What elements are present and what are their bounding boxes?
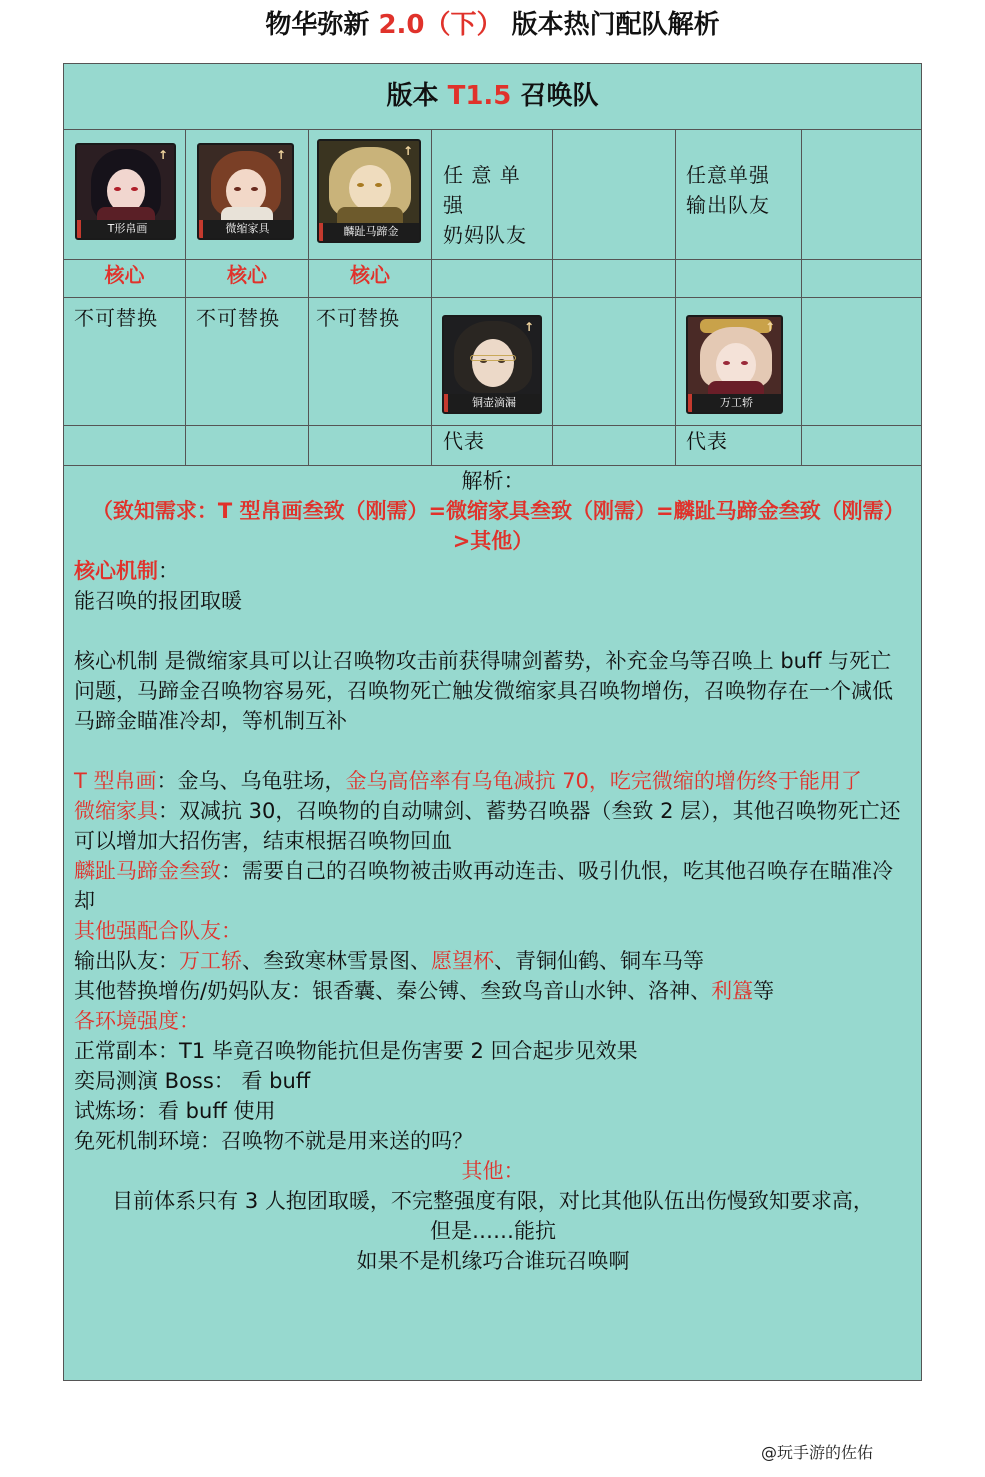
grid-line bbox=[64, 129, 921, 130]
support-prefix: 其他替换增伤/奶妈队友：银香囊、秦公镈、叁致鸟音山水钟、洛神、 bbox=[74, 979, 712, 1003]
grid-line bbox=[64, 259, 921, 260]
member-portrait-t-silk-painting bbox=[75, 143, 176, 240]
member-role: 核心 bbox=[350, 263, 390, 287]
team-table bbox=[63, 63, 922, 1381]
grid-line bbox=[801, 129, 802, 465]
member-role: 核心 bbox=[227, 263, 267, 287]
support-teammates-line bbox=[74, 976, 912, 1006]
miniature-furniture-label: 微缩家具 bbox=[74, 799, 158, 823]
environment-label: 各环境强度： bbox=[74, 1009, 200, 1033]
member-role: 核心 bbox=[104, 263, 145, 287]
example-name: 万工轿 bbox=[688, 394, 781, 412]
version-tier: T1.5 bbox=[447, 81, 512, 111]
member-name: 微缩家具 bbox=[199, 220, 292, 238]
version-suffix: 召唤队 bbox=[511, 81, 599, 111]
dps-prefix: 输出队友： bbox=[74, 949, 179, 973]
member-portrait-miniature-furniture bbox=[197, 143, 294, 240]
grid-line bbox=[185, 129, 186, 465]
grid-line bbox=[552, 129, 553, 465]
page-title-suffix: 版本热门配队解析 bbox=[502, 10, 720, 40]
upgrade-arrow-icon: ↑ bbox=[157, 148, 169, 162]
version-title bbox=[64, 78, 921, 114]
horseshoe-gold-label: 麟趾马蹄金叁致 bbox=[74, 859, 221, 883]
requirement-note: （致知需求：T 型帛画叁致（刚需）=微缩家具叁致（刚需）=麟趾马蹄金叁致（刚需）>其他） bbox=[91, 499, 895, 553]
support-slot-label: 任 意 单 强 奶妈队友 bbox=[443, 163, 527, 247]
other-teammates-label: 其他强配合队友： bbox=[74, 919, 242, 943]
upgrade-arrow-icon: ↑ bbox=[402, 144, 414, 158]
dps-slot-label: 任意单强 输出队友 bbox=[686, 163, 770, 217]
grid-line bbox=[431, 129, 432, 465]
member-name: 麟趾马蹄金 bbox=[319, 223, 419, 241]
grid-line bbox=[675, 129, 676, 465]
environment-line: 免死机制环境：召唤物不就是用来送的吗？ bbox=[74, 1129, 473, 1153]
page-title-version: 2.0（下） bbox=[378, 10, 503, 40]
analysis-section bbox=[74, 466, 912, 1276]
support-suffix: 等 bbox=[753, 979, 775, 1003]
support-highlight: 利簋 bbox=[711, 979, 754, 1003]
closing-line: 目前体系只有 3 人抱团取暖，不完整强度有限，对比其他队伍出伤慢致知要求高， bbox=[112, 1189, 874, 1213]
grid-line bbox=[308, 129, 309, 465]
horseshoe-gold-text: ：需要自己的召唤物被击败再动连击、吸引仇恨，吃其他召唤存在瞄准冷却 bbox=[74, 859, 893, 913]
member-portrait-qilin-horseshoe-gold bbox=[317, 139, 421, 243]
member-name: T形帛画 bbox=[77, 220, 174, 238]
page-title-prefix: 物华弥新 bbox=[265, 10, 379, 40]
core-mechanism-label: 核心机制 bbox=[74, 559, 158, 583]
miniature-furniture-line bbox=[74, 796, 912, 856]
miniature-furniture-text: ：双减抗 30，召唤物的自动啸剑、蓄势召唤器（叁致 2 层），其他召唤物死亡还可以增加大招伤害，结束根据召唤物回血 bbox=[74, 799, 901, 853]
author-watermark: @玩手游的佐佑 bbox=[760, 1443, 873, 1462]
mechanism-detail: 核心机制 是微缩家具可以让召唤物攻击前获得啸剑蓄势，补充金乌等召唤上 buff 与死亡问题，马蹄金召唤物容易死，召唤物死亡触发微缩家具召唤物增伤，召唤物存在一个减低马蹄金瞄准冷却，等机制互补 bbox=[74, 649, 893, 733]
t-silk-painting-label: T 型帛画 bbox=[74, 769, 157, 793]
upgrade-arrow-icon: ↑ bbox=[523, 320, 535, 334]
grid-line bbox=[64, 425, 921, 426]
example-name: 铜壶滴漏 bbox=[444, 394, 540, 412]
environment-line: 试炼场：看 buff 使用 bbox=[74, 1099, 276, 1123]
core-mechanism-text: 能召唤的报团取暖 bbox=[74, 589, 242, 613]
page-title bbox=[0, 8, 985, 42]
member-note: 不可替换 bbox=[196, 306, 280, 330]
member-note: 不可替换 bbox=[74, 306, 158, 330]
dps-teammates-line bbox=[74, 946, 912, 976]
analysis-heading: 解析： bbox=[461, 469, 525, 493]
horseshoe-gold-line bbox=[74, 856, 912, 916]
version-prefix: 版本 bbox=[386, 81, 448, 111]
dps-highlight-1: 万工轿 bbox=[179, 949, 242, 973]
closing-line: 但是……能抗 bbox=[430, 1219, 556, 1243]
example-note: 代表 bbox=[686, 429, 728, 453]
upgrade-arrow-icon: ↑ bbox=[764, 320, 776, 334]
grid-line bbox=[64, 297, 921, 298]
example-portrait-bronze-water-clock bbox=[442, 315, 542, 414]
core-mechanism-line bbox=[74, 556, 912, 586]
environment-line: 奕局测演 Boss： 看 buff bbox=[74, 1069, 311, 1093]
dps-suffix: 、青铜仙鹤、铜车马等 bbox=[494, 949, 704, 973]
t-silk-painting-text: ：金乌、乌龟驻场， bbox=[156, 769, 346, 793]
example-portrait-wangong-sedan bbox=[686, 315, 783, 414]
member-note: 不可替换 bbox=[316, 306, 400, 330]
dps-highlight-2: 愿望杯 bbox=[431, 949, 494, 973]
closing-line: 如果不是机缘巧合谁玩召唤啊 bbox=[356, 1249, 630, 1273]
upgrade-arrow-icon: ↑ bbox=[275, 148, 287, 162]
t-silk-painting-line bbox=[74, 766, 912, 796]
environment-line: 正常副本：T1 毕竟召唤物能抗但是伤害要 2 回合起步见效果 bbox=[74, 1039, 638, 1063]
t-silk-painting-highlight: 金乌高倍率有乌龟减抗 70，吃完微缩的增伤终于能用了 bbox=[345, 769, 862, 793]
example-note: 代表 bbox=[443, 429, 485, 453]
dps-mid: 、叁致寒林雪景图、 bbox=[242, 949, 431, 973]
core-mechanism-colon: ： bbox=[158, 559, 179, 583]
other-label: 其他： bbox=[461, 1159, 525, 1183]
